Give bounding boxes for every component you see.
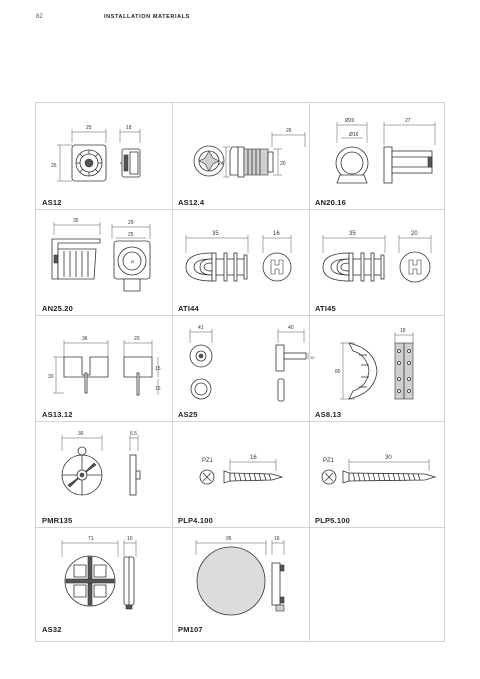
svg-text:36: 36 (82, 336, 88, 342)
as12-4-drawing (172, 103, 309, 209)
section-title: INSTALLATION MATERIALS (104, 14, 190, 20)
product-code: PLP4.100 (178, 516, 213, 525)
svg-text:40: 40 (288, 325, 294, 331)
plp4-100-drawing (172, 421, 309, 527)
svg-text:25: 25 (128, 232, 134, 238)
svg-text:30: 30 (385, 455, 392, 461)
product-code: PM107 (178, 625, 203, 634)
product-code: AS32 (42, 625, 62, 634)
svg-text:Ø: Ø (131, 259, 135, 264)
svg-text:16: 16 (250, 455, 257, 461)
product-code: AS8.13 (315, 410, 342, 419)
product-card-as12-4 (172, 103, 309, 209)
product-card-an20-16 (309, 103, 446, 209)
product-code: AN20.16 (315, 198, 347, 207)
svg-text:95: 95 (226, 536, 232, 542)
svg-text:Ø20: Ø20 (345, 118, 355, 124)
svg-text:18: 18 (400, 328, 406, 334)
product-card-ati44 (172, 209, 309, 315)
svg-text:41: 41 (198, 325, 204, 331)
svg-text:35: 35 (73, 218, 79, 224)
svg-text:PZ1: PZ1 (202, 458, 214, 464)
svg-text:15: 15 (155, 386, 161, 392)
svg-text:30: 30 (48, 374, 54, 380)
product-card-as25 (172, 315, 315, 421)
svg-text:10: 10 (127, 536, 133, 542)
svg-text:27: 27 (405, 118, 411, 124)
svg-text:26: 26 (51, 163, 57, 169)
product-card-ati45 (309, 209, 446, 315)
plp5-100-drawing (309, 421, 446, 527)
svg-text:25: 25 (86, 125, 92, 131)
svg-text:16: 16 (273, 231, 280, 237)
as12-drawing (36, 103, 172, 209)
svg-text:20: 20 (411, 231, 418, 237)
product-card-pm107 (172, 527, 309, 643)
svg-text:80: 80 (335, 369, 341, 375)
as25-drawing (172, 315, 315, 421)
product-card-as12 (36, 103, 172, 209)
as13-12-drawing (36, 315, 172, 421)
product-code: AN25.20 (42, 304, 74, 313)
product-code: ATI44 (178, 304, 199, 313)
an20-16-drawing (309, 103, 446, 209)
svg-text:35: 35 (212, 231, 219, 237)
ati44-drawing (172, 209, 309, 315)
svg-text:15: 15 (155, 366, 161, 372)
svg-text:16: 16 (274, 536, 280, 542)
product-code: AS25 (178, 410, 198, 419)
product-card-pmr135 (36, 421, 172, 527)
product-code: AS12.4 (178, 198, 205, 207)
svg-text:35: 35 (349, 231, 356, 237)
product-card-plp5-100 (309, 421, 446, 527)
pmr135-drawing (36, 421, 172, 527)
svg-text:36: 36 (78, 431, 84, 437)
product-code: PLP5.100 (315, 516, 350, 525)
ati45-drawing (309, 209, 446, 315)
svg-text:10: 10 (310, 355, 315, 360)
as8-13-drawing (309, 315, 446, 421)
product-code: AS12 (42, 198, 62, 207)
svg-text:18: 18 (126, 125, 132, 131)
product-card-as8-13 (309, 315, 446, 421)
an25-20-drawing (36, 209, 172, 315)
product-card-an25-20 (36, 209, 172, 315)
svg-text:24: 24 (218, 161, 224, 167)
product-code: AS13.12 (42, 410, 73, 419)
product-card-plp4-100 (172, 421, 309, 527)
product-card-as13-12 (36, 315, 172, 421)
product-code: ATI45 (315, 304, 336, 313)
svg-text:26: 26 (286, 128, 292, 134)
svg-text:29: 29 (128, 220, 134, 226)
svg-text:20: 20 (280, 161, 286, 167)
product-code: PMR135 (42, 516, 73, 525)
svg-text:PZ1: PZ1 (323, 458, 335, 464)
svg-text:6.5: 6.5 (130, 431, 137, 437)
product-grid (35, 102, 445, 642)
product-card-as32 (36, 527, 172, 643)
svg-text:71: 71 (88, 536, 94, 542)
svg-text:20: 20 (134, 336, 140, 342)
page-number: 82 (36, 14, 43, 20)
svg-text:Ø16: Ø16 (349, 132, 359, 138)
